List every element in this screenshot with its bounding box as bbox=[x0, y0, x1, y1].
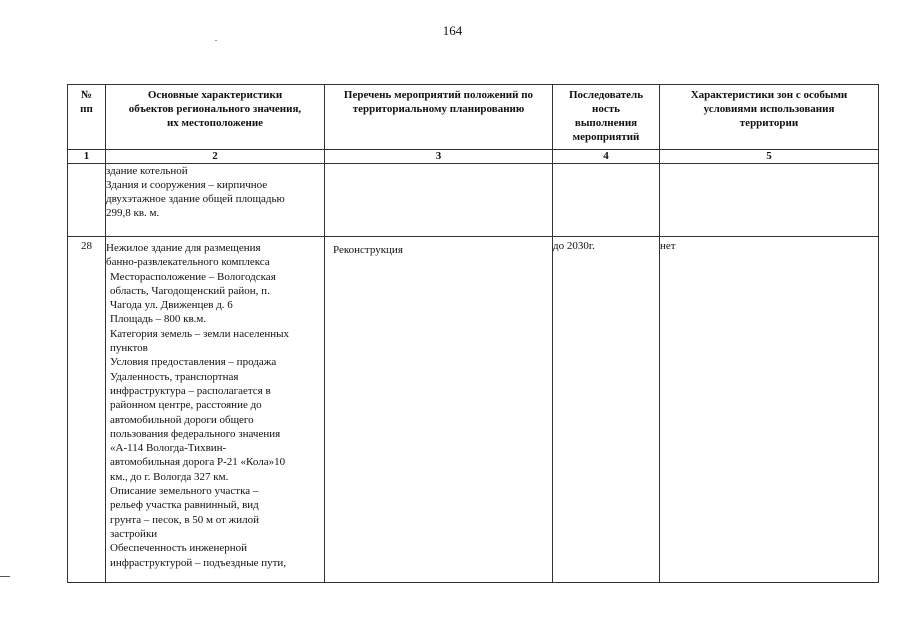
header-zones: Характеристики зон с особыми условиями использования территории bbox=[660, 85, 879, 150]
sequence-cell: до 2030г. bbox=[553, 237, 660, 583]
column-number: 1 bbox=[68, 150, 106, 164]
column-number: 4 bbox=[553, 150, 660, 164]
column-number: 3 bbox=[325, 150, 553, 164]
table-header-row bbox=[68, 85, 879, 150]
territorial-planning-table bbox=[67, 84, 879, 583]
row-number bbox=[68, 164, 106, 237]
column-number: 2 bbox=[106, 150, 325, 164]
column-number: 5 bbox=[660, 150, 879, 164]
column-number-row bbox=[68, 150, 879, 164]
header-number: № пп bbox=[68, 85, 106, 150]
zones-cell bbox=[660, 164, 879, 237]
page-number: 164 bbox=[442, 23, 463, 38]
table-row bbox=[68, 237, 879, 583]
header-measures: Перечень мероприятий положений по территориальному планированию bbox=[325, 85, 553, 150]
header-sequence: Последователь ность выполнения мероприятий bbox=[553, 85, 660, 150]
object-description: здание котельной Здания и сооружения – кирпичное двухэтажное здание общей площадью 299,8 кв. м. bbox=[106, 164, 325, 237]
object-description: Нежилое здание для размещения банно-развлекательного комплекса Месторасположение – Вологодская область, Чагодощенский район, п. Чагода ул. Движенцев д. 6 Площадь – 800 кв.м. Категория земель – земли населенных пунктов Условия предоставления – продажа Удаленность, транспортная инфраструктура – располагается в районном центре, расстояние до автомобильной дороги общего пользования федерального значения «А-114 Вологда-Тихвин- автомобильная дорога Р-21 «Кола»10 км., до г. Вологда 327 км. Описание земельного участка – рельеф участка равнинный, вид грунта – песок, в 50 м от жилой застройки Обеспеченность инженерной инфраструктурой – подъездные пути, bbox=[106, 237, 325, 583]
measures-cell: Реконструкция bbox=[325, 237, 553, 583]
zones-cell: нет bbox=[660, 237, 879, 583]
measures-cell bbox=[325, 164, 553, 237]
row-number: 28 bbox=[68, 237, 106, 583]
table-row bbox=[68, 164, 879, 237]
scan-edge-mark bbox=[0, 576, 10, 577]
scan-speck bbox=[215, 40, 217, 41]
header-characteristics: Основные характеристики объектов регионального значения, их местоположение bbox=[106, 85, 325, 150]
sequence-cell bbox=[553, 164, 660, 237]
